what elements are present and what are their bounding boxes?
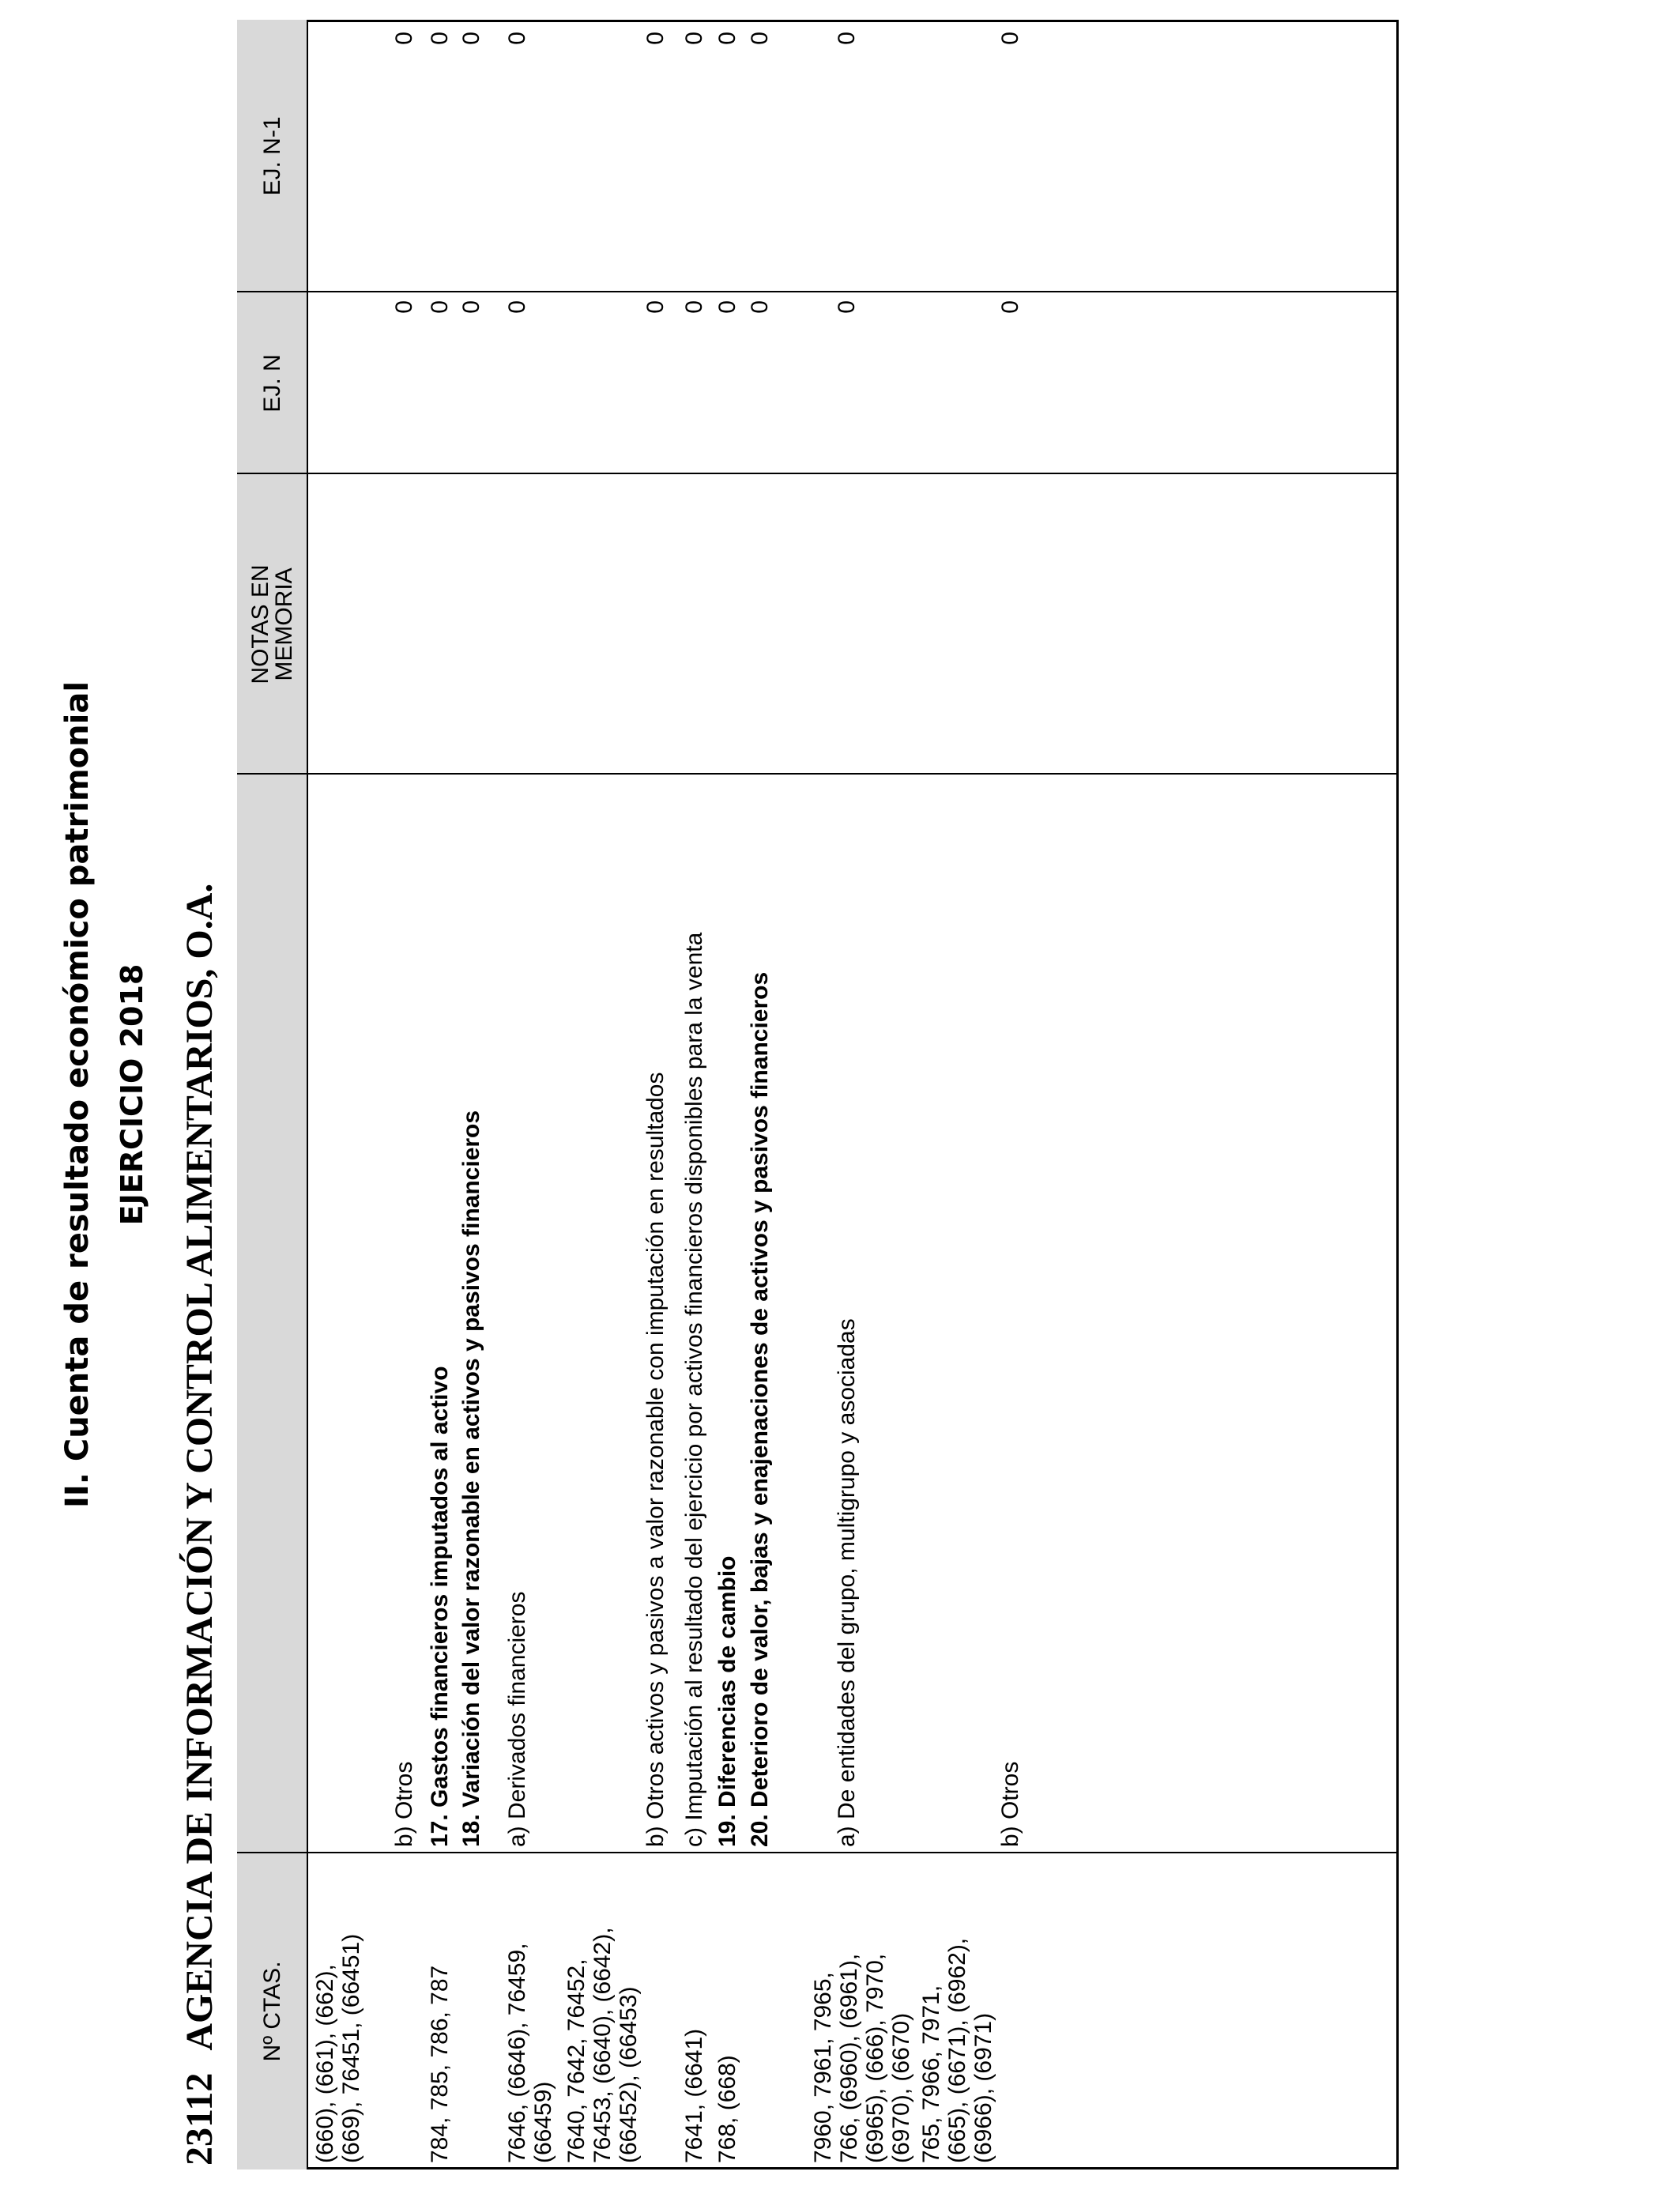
results-table (237, 20, 1604, 2169)
row-concept: b) Otros (997, 1761, 1023, 1847)
entity-name: AGENCIA DE INFORMACIÓN Y CONTROL ALIMENTARIOS, O.A. (179, 883, 220, 2051)
row-accounts: 7960, 7961, 7965, 766, (6960), (6961), (6965), (666), 7970, (6970), (6670) (810, 1953, 914, 2163)
row-value-ej-n: 0 (834, 300, 860, 314)
row-value-ej-n1: 0 (427, 32, 453, 45)
row-accounts: 7640, 7642, 76452, 76453, (6640), (6642), (66452), (66453) (563, 1927, 642, 2163)
row-concept: a) De entidades del grupo, multigrupo y asociadas (834, 1318, 860, 1847)
entity-title (178, 883, 221, 2166)
column-divider (237, 291, 1399, 292)
row-concept: 17. Gastos financieros imputados al activo (427, 1366, 453, 1847)
row-concept: c) Imputación al resultado del ejercicio por activos financieros disponibles para la venta (681, 932, 707, 1847)
rotated-page (12, 20, 1656, 2169)
header-ej-n1: EJ. N-1 (259, 116, 285, 196)
row-value-ej-n1: 0 (391, 32, 417, 45)
report-title: II. Cuenta de resultado económico patrimonial (59, 680, 96, 1509)
row-value-ej-n: 0 (391, 300, 417, 314)
report-year: EJERCICIO 2018 (115, 963, 149, 1226)
header-accounts: Nº CTAS. (259, 1961, 285, 2062)
entity-code: 23112 (179, 2072, 220, 2166)
row-value-ej-n1: 0 (458, 32, 484, 45)
row-concept: 20. Deterioro de valor, bajas y enajenaciones de activos y pasivos financieros (747, 971, 773, 1847)
row-value-ej-n1: 0 (747, 32, 773, 45)
header-notes: NOTAS EN MEMORIA (247, 564, 297, 684)
row-accounts: 768, (668) (714, 2055, 740, 2163)
row-value-ej-n1: 0 (714, 32, 740, 45)
row-concept: 18. Variación del valor razonable en activos y pasivos financieros (458, 1110, 484, 1847)
row-value-ej-n: 0 (747, 300, 773, 314)
row-concept: 19. Diferencias de cambio (714, 1555, 740, 1847)
row-value-ej-n1: 0 (997, 32, 1023, 45)
row-accounts: 765, 7966, 7971, (665), (6671), (6962), (6966), (6971) (918, 1937, 996, 2163)
row-value-ej-n1: 0 (504, 32, 530, 45)
row-accounts: (660), (661), (662), (669), 76451, (66451) (312, 1933, 364, 2163)
row-value-ej-n1: 0 (834, 32, 860, 45)
row-value-ej-n: 0 (427, 300, 453, 314)
row-value-ej-n: 0 (458, 300, 484, 314)
row-value-ej-n: 0 (714, 300, 740, 314)
row-concept: b) Otros (391, 1761, 417, 1847)
row-value-ej-n1: 0 (681, 32, 707, 45)
row-value-ej-n: 0 (681, 300, 707, 314)
row-value-ej-n: 0 (504, 300, 530, 314)
row-concept: a) Derivados financieros (504, 1591, 530, 1847)
row-value-ej-n1: 0 (642, 32, 669, 45)
row-accounts: 7646, (6646), 76459, (66459) (504, 1943, 556, 2163)
column-divider (237, 1852, 1399, 1853)
header-ej-n: EJ. N (259, 354, 285, 413)
column-divider (237, 473, 1399, 474)
row-accounts: 7641, (6641) (681, 2028, 707, 2163)
row-concept: b) Otros activos y pasivos a valor razonable con imputación en resultados (642, 1072, 669, 1847)
row-accounts: 784, 785, 786, 787 (427, 1965, 453, 2163)
row-value-ej-n: 0 (997, 300, 1023, 314)
row-value-ej-n: 0 (642, 300, 669, 314)
